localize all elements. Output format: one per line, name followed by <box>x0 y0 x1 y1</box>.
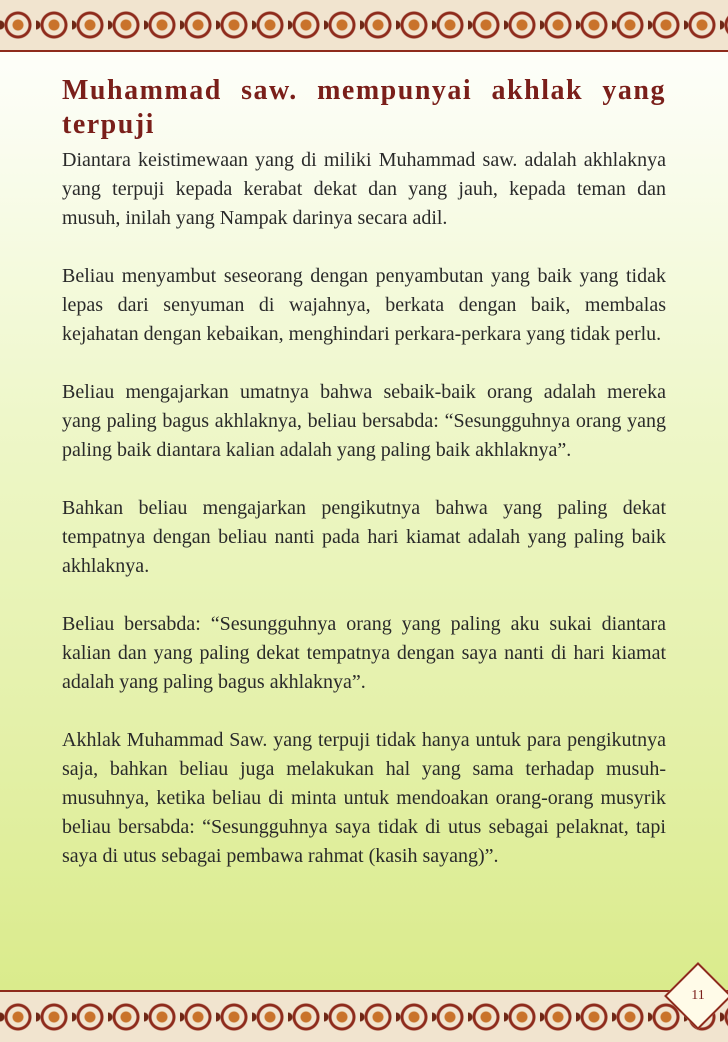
page-content <box>62 74 666 871</box>
page-number: 11 <box>691 988 705 1003</box>
bottom-ornamental-border <box>0 990 728 1042</box>
paragraph-1: Diantara keistimewaan yang di miliki Muhammad saw. adalah akhlaknya yang terpuji kepada kerabat dekat dan yang jauh, kepada teman dan musuh, inilah yang Nampak darinya secara adil. <box>62 149 666 229</box>
paragraph-6: Akhlak Muhammad Saw. yang terpuji tidak hanya untuk para pengikutnya saja, bahkan beliau juga melakukan hal yang sama terhadap musuh-musuhnya, ketika beliau di minta untuk mendoakan orang-orang musyrik beliau bersabda: “Sesungguhnya saya tidak di utus sebagai pelaknat, tapi saya di utus sebagai pembawa rahmat (kasih sayang)”. <box>62 729 666 867</box>
paragraph-4: Bahkan beliau mengajarkan pengikutnya bahwa yang paling dekat tempatnya dengan beliau nanti pada hari kiamat adalah yang paling baik akhlaknya. <box>62 497 666 577</box>
page-title: Muhammad saw. mempunyai akhlak yang terpuji <box>62 75 666 140</box>
paragraph-5: Beliau bersabda: “Sesungguhnya orang yang paling aku sukai diantara kalian dan yang paling dekat tempatnya dengan saya nanti di hari kiamat adalah yang paling bagus akhlaknya”. <box>62 613 666 693</box>
paragraph-3: Beliau mengajarkan umatnya bahwa sebaik-baik orang adalah mereka yang paling bagus akhlaknya, beliau bersabda: “Sesungguhnya orang yang paling baik diantara kalian adalah yang paling baik akhlaknya”. <box>62 381 666 461</box>
top-ornamental-border <box>0 0 728 52</box>
paragraph-2: Beliau menyambut seseorang dengan penyambutan yang baik yang tidak lepas dari senyuman di wajahnya, berkata dengan baik, membalas kejahatan dengan kebaikan, menghindari perkara-perkara yang tidak perlu. <box>62 265 666 345</box>
